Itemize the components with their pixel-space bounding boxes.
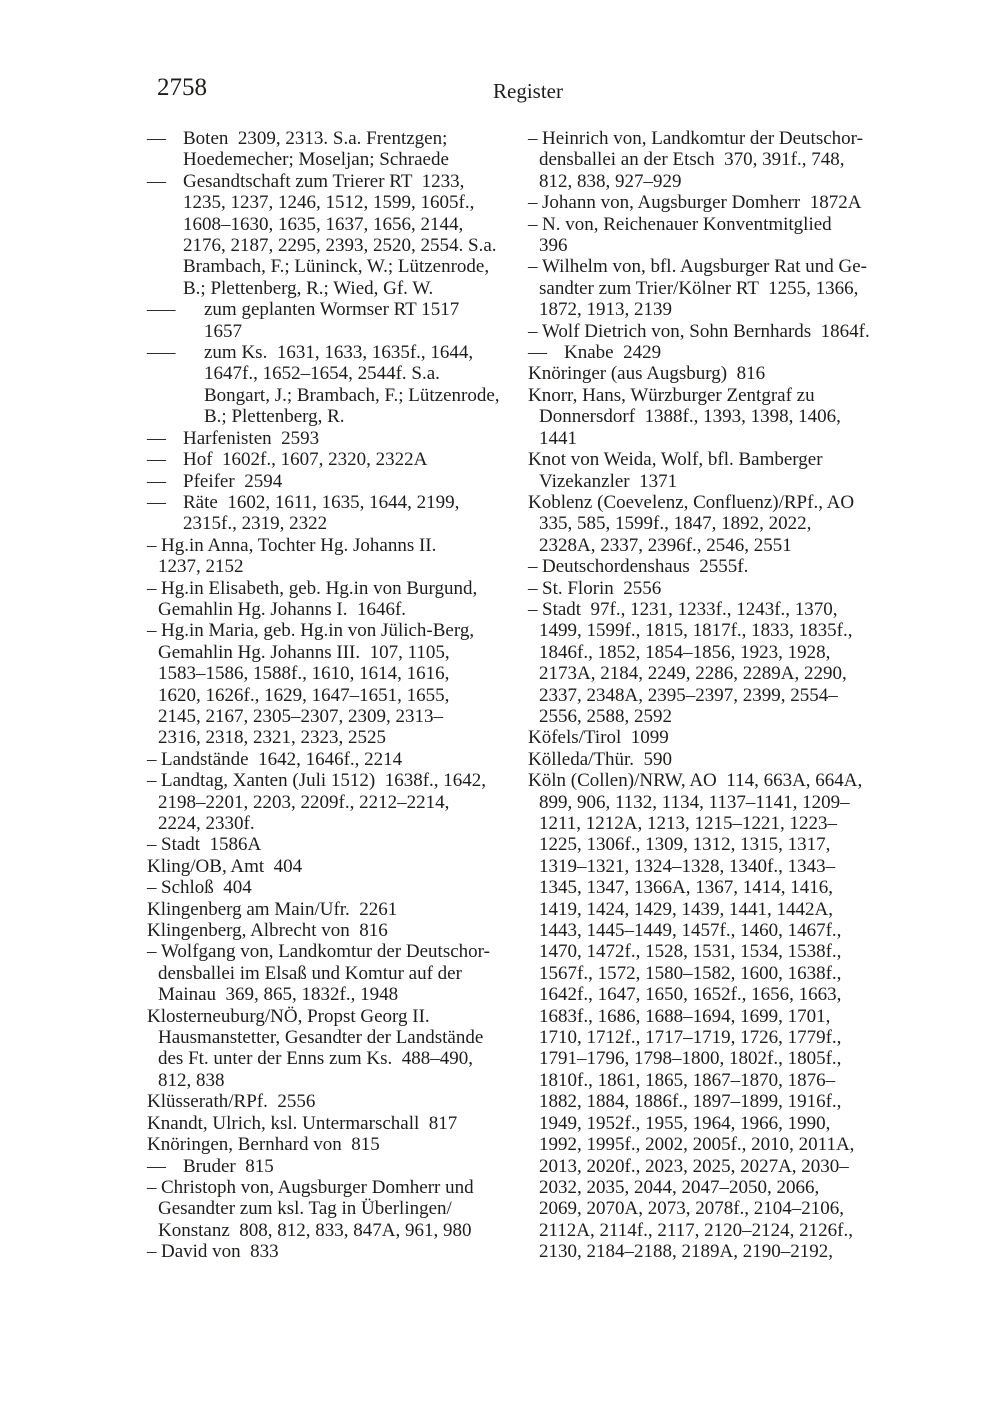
index-entry bbox=[147, 1177, 531, 1241]
index-entry bbox=[147, 834, 531, 855]
entry-continuation-line: B.; Plettenberg, R. bbox=[204, 406, 345, 428]
entry-dash-prefix: –– bbox=[147, 170, 166, 192]
entry-continuation-line: 1345, 1347, 1366A, 1367, 1414, 1416, bbox=[539, 877, 833, 899]
entry-continuation-line: 1211, 1212A, 1213, 1215–1221, 1223– bbox=[539, 813, 838, 834]
entry-continuation-line: 1235, 1237, 1246, 1512, 1599, 1605f., bbox=[183, 192, 475, 214]
entry-continuation-line: 1647f., 1652–1654, 2544f. S.a. bbox=[204, 363, 440, 385]
index-entry bbox=[147, 941, 531, 1005]
entry-continuation-line: 899, 906, 1132, 1134, 1137–1141, 1209– bbox=[539, 791, 850, 813]
entry-first-line: Knöringen, Bernhard von 815 bbox=[147, 1134, 380, 1156]
entry-dash-prefix: – bbox=[528, 577, 538, 599]
entry-continuation-line: 2145, 2167, 2305–2307, 2309, 2313– bbox=[158, 705, 443, 727]
index-entry bbox=[147, 128, 531, 171]
entry-first-line: – Wilhelm von, bfl. Augsburger Rat und Ge- bbox=[528, 256, 868, 278]
index-entry bbox=[528, 256, 912, 320]
entry-continuation-line: Bongart, J.; Brambach, F.; Lützenrode, bbox=[204, 384, 500, 406]
index-entry bbox=[147, 877, 531, 898]
index-entry bbox=[528, 727, 912, 748]
entry-first-line: –– Räte 1602, 1611, 1635, 1644, 2199, bbox=[147, 491, 460, 513]
entry-continuation-line: Mainau 369, 865, 1832f., 1948 bbox=[158, 984, 399, 1006]
entry-continuation-line: 1872, 1913, 2139 bbox=[539, 299, 672, 321]
page-number: 2758 bbox=[157, 74, 207, 101]
entry-first-line: – Johann von, Augsburger Domherr 1872A bbox=[528, 192, 862, 214]
entry-continuation-line: 812, 838 bbox=[158, 1069, 225, 1091]
entry-continuation-line: 2328A, 2337, 2396f., 2546, 2551 bbox=[539, 534, 792, 556]
entry-first-line: Koblenz (Coevelenz, Confluenz)/RPf., AO bbox=[528, 491, 855, 513]
entry-first-line: – Hg.in Anna, Tochter Hg. Johanns II. bbox=[147, 534, 437, 556]
entry-continuation-line: 396 bbox=[539, 235, 568, 257]
index-entry bbox=[528, 214, 912, 257]
entry-continuation-line: B.; Plettenberg, R.; Wied, Gf. W. bbox=[183, 277, 434, 299]
index-entry bbox=[528, 749, 912, 770]
entry-dash-prefix: – bbox=[528, 598, 538, 620]
entry-first-line: ––– zum Ks. 1631, 1633, 1635f., 1644, bbox=[147, 342, 474, 364]
entry-dash-prefix: – bbox=[528, 556, 538, 578]
index-entry bbox=[147, 535, 531, 578]
entry-dash-prefix: ––– bbox=[147, 342, 176, 364]
entry-continuation-line: 2176, 2187, 2295, 2393, 2520, 2554. S.a. bbox=[183, 235, 497, 257]
entry-continuation-line: 2556, 2588, 2592 bbox=[539, 705, 672, 727]
entry-first-line: ––– zum geplanten Wormser RT 1517 bbox=[147, 299, 460, 321]
entry-continuation-line: 2198–2201, 2203, 2209f., 2212–2214, bbox=[158, 791, 450, 813]
entry-dash-prefix: – bbox=[528, 128, 538, 149]
index-entry bbox=[528, 363, 912, 384]
index-entry bbox=[147, 1113, 531, 1134]
entry-dash-prefix: –– bbox=[147, 449, 166, 471]
index-entry bbox=[147, 920, 531, 941]
entry-continuation-line: 2112A, 2114f., 2117, 2120–2124, 2126f., bbox=[539, 1219, 854, 1241]
index-entry bbox=[528, 192, 912, 213]
index-entry bbox=[147, 1134, 531, 1155]
entry-continuation-line: Hoedemecher; Moseljan; Schraede bbox=[183, 149, 449, 171]
entry-first-line: Klosterneuburg/NÖ, Propst Georg II. bbox=[147, 1005, 430, 1027]
entry-first-line: – Stadt 97f., 1231, 1233f., 1243f., 1370, bbox=[528, 598, 838, 620]
index-entry bbox=[528, 556, 912, 577]
entry-continuation-line: Donnersdorf 1388f., 1393, 1398, 1406, bbox=[539, 406, 841, 428]
entry-continuation-line: 335, 585, 1599f., 1847, 1892, 2022, bbox=[539, 513, 812, 535]
index-entry bbox=[528, 599, 912, 727]
entry-first-line: Knöringer (aus Augsburg) 816 bbox=[528, 363, 766, 385]
index-entry bbox=[528, 770, 912, 1262]
entry-continuation-line: 1992, 1995f., 2002, 2005f., 2010, 2011A, bbox=[539, 1134, 855, 1156]
entry-dash-prefix: –– bbox=[147, 427, 166, 449]
entry-continuation-line: 2315f., 2319, 2322 bbox=[183, 513, 328, 535]
entry-continuation-line: sandter zum Trier/Kölner RT 1255, 1366, bbox=[539, 277, 859, 299]
entry-continuation-line: densballei im Elsaß und Komtur auf der bbox=[158, 962, 462, 984]
index-entry bbox=[528, 492, 912, 556]
entry-first-line: – Hg.in Elisabeth, geb. Hg.in von Burgund, bbox=[147, 577, 478, 599]
entry-continuation-line: 1791–1796, 1798–1800, 1802f., 1805f., bbox=[539, 1048, 842, 1070]
entry-first-line: Knorr, Hans, Würzburger Zentgraf zu bbox=[528, 384, 815, 406]
entry-dash-prefix: – bbox=[147, 534, 157, 556]
entry-continuation-line: 2069, 2070A, 2073, 2078f., 2104–2106, bbox=[539, 1198, 845, 1220]
entry-continuation-line: Gemahlin Hg. Johanns I. 1646f. bbox=[158, 598, 407, 620]
entry-continuation-line: 1499, 1599f., 1815, 1817f., 1833, 1835f., bbox=[539, 620, 853, 642]
index-entry bbox=[147, 299, 531, 342]
entry-continuation-line: 1620, 1626f., 1629, 1647–1651, 1655, bbox=[158, 684, 450, 706]
entry-continuation-line: 1225, 1306f., 1309, 1312, 1315, 1317, bbox=[539, 834, 831, 856]
entry-continuation-line: 1657 bbox=[204, 320, 242, 342]
entry-continuation-line: 1846f., 1852, 1854–1856, 1923, 1928, bbox=[539, 641, 831, 663]
entry-dash-prefix: – bbox=[147, 577, 157, 599]
entry-first-line: – Landtag, Xanten (Juli 1512) 1638f., 1642, bbox=[147, 770, 487, 792]
index-entry bbox=[528, 385, 912, 449]
index-column-right bbox=[528, 128, 912, 1263]
entry-continuation-line: Gemahlin Hg. Johanns III. 107, 1105, bbox=[158, 641, 450, 663]
entry-continuation-line: Hausmanstetter, Gesandter der Landstände bbox=[158, 1027, 484, 1049]
entry-continuation-line: Konstanz 808, 812, 833, 847A, 961, 980 bbox=[158, 1219, 472, 1241]
index-entry bbox=[147, 1091, 531, 1112]
index-entry bbox=[147, 171, 531, 299]
entry-first-line: – Wolf Dietrich von, Sohn Bernhards 1864f. bbox=[528, 320, 870, 342]
index-column-left bbox=[147, 128, 531, 1263]
entry-first-line: – Christoph von, Augsburger Domherr und bbox=[147, 1176, 474, 1198]
entry-dash-prefix: – bbox=[147, 941, 157, 963]
entry-dash-prefix: – bbox=[147, 620, 157, 642]
entry-dash-prefix: – bbox=[147, 748, 157, 770]
entry-continuation-line: 1810f., 1861, 1865, 1867–1870, 1876– bbox=[539, 1069, 836, 1091]
entry-dash-prefix: – bbox=[528, 256, 538, 278]
entry-first-line: – Heinrich von, Landkomtur der Deutschor- bbox=[528, 128, 863, 149]
entry-first-line: – Stadt 1586A bbox=[147, 834, 262, 856]
entry-first-line: Knot von Weida, Wolf, bfl. Bamberger bbox=[528, 449, 823, 471]
entry-first-line: –– Harfenisten 2593 bbox=[147, 427, 320, 449]
entry-first-line: – Wolfgang von, Landkomtur der Deutschor- bbox=[147, 941, 490, 963]
entry-dash-prefix: – bbox=[528, 320, 538, 342]
entry-continuation-line: 1441 bbox=[539, 427, 577, 449]
entry-dash-prefix: –– bbox=[147, 1155, 166, 1177]
entry-first-line: –– Pfeifer 2594 bbox=[147, 470, 283, 492]
running-title: Register bbox=[493, 79, 563, 103]
entry-continuation-line: 1567f., 1572, 1580–1582, 1600, 1638f., bbox=[539, 962, 842, 984]
entry-continuation-line: 2173A, 2184, 2249, 2286, 2289A, 2290, bbox=[539, 663, 847, 685]
entry-first-line: Kling/OB, Amt 404 bbox=[147, 855, 303, 877]
entry-continuation-line: 1949, 1952f., 1955, 1964, 1966, 1990, bbox=[539, 1112, 831, 1134]
entry-continuation-line: 1608–1630, 1635, 1637, 1656, 2144, bbox=[183, 213, 464, 235]
index-entry bbox=[147, 770, 531, 834]
entry-continuation-line: 812, 838, 927–929 bbox=[539, 170, 682, 192]
entry-dash-prefix: –– bbox=[147, 491, 166, 513]
entry-continuation-line: Brambach, F.; Lüninck, W.; Lützenrode, bbox=[183, 256, 490, 278]
entry-continuation-line: 1642f., 1647, 1650, 1652f., 1656, 1663, bbox=[539, 984, 842, 1006]
entry-dash-prefix: – bbox=[147, 1241, 157, 1263]
entry-continuation-line: 1710, 1712f., 1717–1719, 1726, 1779f., bbox=[539, 1027, 842, 1049]
index-entry bbox=[147, 428, 531, 449]
index-entry bbox=[147, 449, 531, 470]
entry-continuation-line: 2130, 2184–2188, 2189A, 2190–2192, bbox=[539, 1241, 833, 1263]
entry-continuation-line: 2013, 2020f., 2023, 2025, 2027A, 2030– bbox=[539, 1155, 849, 1177]
entry-first-line: Knandt, Ulrich, ksl. Untermarschall 817 bbox=[147, 1112, 458, 1134]
index-entry bbox=[528, 578, 912, 599]
index-entry bbox=[147, 1006, 531, 1092]
entry-continuation-line: 2224, 2330f. bbox=[158, 813, 255, 834]
index-entry bbox=[147, 342, 531, 428]
entry-first-line: Kölleda/Thür. 590 bbox=[528, 748, 673, 770]
entry-first-line: –– Hof 1602f., 1607, 2320, 2322A bbox=[147, 449, 428, 471]
entry-first-line: – Deutschordenshaus 2555f. bbox=[528, 556, 749, 578]
index-entry bbox=[147, 492, 531, 535]
entry-continuation-line: 1237, 2152 bbox=[158, 556, 244, 578]
entry-continuation-line: 1443, 1445–1449, 1457f., 1460, 1467f., bbox=[539, 920, 842, 942]
entry-first-line: –– Boten 2309, 2313. S.a. Frentzgen; bbox=[147, 128, 448, 149]
index-entry bbox=[528, 342, 912, 363]
entry-first-line: –– Gesandtschaft zum Trierer RT 1233, bbox=[147, 170, 465, 192]
index-entry bbox=[147, 1241, 531, 1262]
index-entry bbox=[147, 620, 531, 748]
entry-continuation-line: Vizekanzler 1371 bbox=[539, 470, 678, 492]
entry-continuation-line: 1583–1586, 1588f., 1610, 1614, 1616, bbox=[158, 663, 450, 685]
page-header bbox=[147, 74, 909, 110]
entry-dash-prefix: – bbox=[147, 877, 157, 899]
entry-first-line: – St. Florin 2556 bbox=[528, 577, 662, 599]
index-entry bbox=[528, 449, 912, 492]
entry-first-line: –– Bruder 815 bbox=[147, 1155, 274, 1177]
entry-dash-prefix: – bbox=[147, 1176, 157, 1198]
index-entry bbox=[147, 1156, 531, 1177]
entry-dash-prefix: – bbox=[528, 192, 538, 214]
entry-dash-prefix: – bbox=[528, 213, 538, 235]
entry-first-line: Köfels/Tirol 1099 bbox=[528, 727, 669, 749]
entry-dash-prefix: ––– bbox=[147, 299, 176, 321]
entry-continuation-line: 1419, 1424, 1429, 1439, 1441, 1442A, bbox=[539, 898, 833, 920]
entry-first-line: Klüsserath/RPf. 2556 bbox=[147, 1091, 316, 1113]
entry-continuation-line: 2316, 2318, 2321, 2323, 2525 bbox=[158, 727, 386, 749]
index-entry bbox=[147, 578, 531, 621]
entry-first-line: – Landstände 1642, 1646f., 2214 bbox=[147, 748, 403, 770]
entry-dash-prefix: – bbox=[147, 770, 157, 792]
entry-continuation-line: 1319–1321, 1324–1328, 1340f., 1343– bbox=[539, 855, 836, 877]
entry-first-line: Klingenberg, Albrecht von 816 bbox=[147, 920, 388, 942]
entry-dash-prefix: – bbox=[147, 834, 157, 856]
entry-continuation-line: 1882, 1884, 1886f., 1897–1899, 1916f., bbox=[539, 1091, 842, 1113]
index-entry bbox=[147, 471, 531, 492]
index-entry bbox=[147, 856, 531, 877]
index-entry bbox=[147, 899, 531, 920]
entry-dash-prefix: –– bbox=[147, 470, 166, 492]
entry-continuation-line: 2032, 2035, 2044, 2047–2050, 2066, bbox=[539, 1176, 820, 1198]
entry-first-line: Köln (Collen)/NRW, AO 114, 663A, 664A, bbox=[528, 770, 863, 792]
entry-continuation-line: 1470, 1472f., 1528, 1531, 1534, 1538f., bbox=[539, 941, 842, 963]
index-entry bbox=[528, 321, 912, 342]
entry-first-line: – David von 833 bbox=[147, 1241, 279, 1263]
entry-dash-prefix: –– bbox=[147, 128, 166, 149]
entry-continuation-line: 1683f., 1686, 1688–1694, 1699, 1701, bbox=[539, 1005, 831, 1027]
entry-continuation-line: Gesandter zum ksl. Tag in Überlingen/ bbox=[158, 1198, 452, 1220]
entry-dash-prefix: –– bbox=[528, 342, 547, 364]
entry-first-line: – N. von, Reichenauer Konventmitglied bbox=[528, 213, 832, 235]
entry-first-line: –– Knabe 2429 bbox=[528, 342, 662, 364]
entry-first-line: – Hg.in Maria, geb. Hg.in von Jülich-Berg, bbox=[147, 620, 475, 642]
index-entry bbox=[528, 128, 912, 192]
index-entry bbox=[147, 749, 531, 770]
entry-continuation-line: 2337, 2348A, 2395–2397, 2399, 2554– bbox=[539, 684, 838, 706]
entry-first-line: Klingenberg am Main/Ufr. 2261 bbox=[147, 898, 398, 920]
entry-first-line: – Schloß 404 bbox=[147, 877, 252, 899]
entry-continuation-line: densballei an der Etsch 370, 391f., 748, bbox=[539, 149, 845, 171]
entry-continuation-line: des Ft. unter der Enns zum Ks. 488–490, bbox=[158, 1048, 474, 1070]
